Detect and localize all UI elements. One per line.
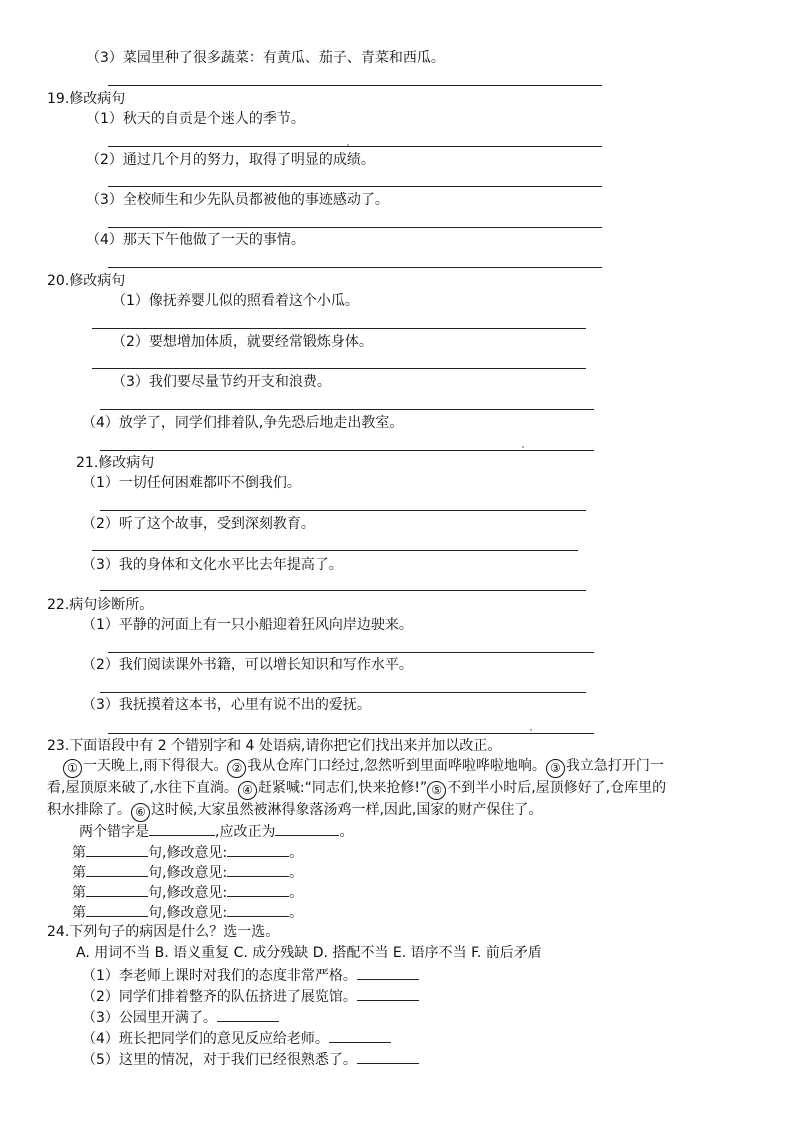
q24-item-5 (82, 1049, 419, 1069)
stray-dot (522, 446, 524, 448)
q20-title: 20.修改病句 (47, 273, 126, 289)
q24-item-1-text: （1）李老师上课时对我们的态度非常严格。 (82, 968, 357, 984)
correction-blank[interactable] (275, 821, 339, 836)
answer-blank[interactable] (357, 1049, 419, 1064)
stray-dot (347, 144, 349, 146)
sentence-number-blank[interactable] (86, 882, 148, 897)
circle-3-marker: ③ (546, 759, 565, 778)
answer-line[interactable] (100, 590, 586, 591)
answer-line[interactable] (92, 368, 586, 369)
q23-passage-line-1 (47, 756, 747, 778)
row-mid: 句,修改意见: (148, 905, 228, 921)
row-end: 。 (289, 905, 304, 921)
q21-item-2: （2）听了这个故事，受到深刻教育。 (82, 516, 315, 532)
row-prefix: 第 (72, 905, 86, 921)
circle-6-marker: ⑥ (131, 803, 150, 822)
q23-passage (47, 756, 747, 822)
answer-blank[interactable] (217, 1007, 279, 1022)
q18-item-3: （3）菜园里种了很多蔬菜：有黄瓜、茄子、青菜和西瓜。 (86, 50, 445, 66)
fix-blank[interactable] (227, 902, 289, 917)
fix-blank[interactable] (227, 882, 289, 897)
answer-blank[interactable] (357, 986, 419, 1001)
answer-line[interactable] (108, 652, 594, 653)
typo-prefix: 两个错字是 (79, 824, 149, 840)
answer-blank[interactable] (329, 1028, 391, 1043)
q24-item-3-text: （3）公园里开满了。 (82, 1010, 217, 1026)
sentence-5-start: 不到半小时后,屋顶修好了,仓库里的 (447, 780, 667, 796)
sentence-6: 这时候,大家虽然被淋得象落汤鸡一样,因此,国家的财产保住了。 (151, 802, 543, 818)
answer-line[interactable] (100, 510, 586, 511)
row-mid: 句,修改意见: (148, 885, 228, 901)
q20-item-2: （2）要想增加体质，就要经常锻炼身体。 (112, 334, 373, 350)
q22-title: 22.病句诊断所。 (47, 597, 154, 613)
row-prefix: 第 (72, 885, 86, 901)
answer-line[interactable] (108, 227, 602, 228)
fix-blank[interactable] (227, 862, 289, 877)
answer-line[interactable] (108, 267, 602, 268)
q23-title: 23.下面语段中有 2 个错别字和 4 处语病,请你把它们找出来并加以改正。 (47, 738, 502, 754)
sentence-number-blank[interactable] (86, 902, 148, 917)
circle-2-marker: ② (227, 759, 246, 778)
sentence-5-end: 积水排除了。 (47, 802, 131, 818)
q24-item-4 (82, 1028, 391, 1048)
row-mid: 句,修改意见: (148, 845, 228, 861)
answer-line[interactable] (108, 733, 594, 734)
q23-fix-row (72, 862, 303, 882)
q21-item-3: （3）我的身体和文化水平比去年提高了。 (82, 557, 343, 573)
q24-title: 24.下列句子的病因是什么？选一选。 (47, 924, 280, 940)
row-end: 。 (289, 865, 304, 881)
row-prefix: 第 (72, 865, 86, 881)
q21-title: 21.修改病句 (76, 455, 155, 471)
q24-item-4-text: （4）班长把同学们的意见反应给老师。 (82, 1031, 329, 1047)
q19-item-4: （4）那天下午他做了一天的事情。 (86, 232, 305, 248)
q23-fix-row (72, 882, 303, 902)
q24-item-5-text: （5）这里的情况，对于我们已经很熟悉了。 (82, 1052, 357, 1068)
q20-item-4: （4）放学了，同学们排着队,争先恐后地走出教室。 (82, 415, 404, 431)
sentence-2: 我从仓库门口经过,忽然听到里面哗啦哗啦地响。 (247, 758, 546, 774)
q19-item-3: （3）全校师生和少先队员都被他的事迹感动了。 (86, 192, 389, 208)
sentence-4: 赶紧喊:“同志们,快来抢修!” (257, 780, 428, 796)
q19-item-1: （1）秋天的自贡是个迷人的季节。 (86, 111, 305, 127)
answer-line[interactable] (108, 85, 602, 86)
answer-line[interactable] (92, 328, 586, 329)
q19-title: 19.修改病句 (47, 91, 126, 107)
typo-blank[interactable] (149, 821, 215, 836)
typo-mid: ,应改正为 (215, 824, 276, 840)
row-mid: 句,修改意见: (148, 865, 228, 881)
fix-blank[interactable] (227, 842, 289, 857)
answer-line[interactable] (108, 186, 602, 187)
q23-typo-row (79, 821, 353, 841)
q20-item-1: （1）像抚养婴儿似的照看着这个小瓜。 (112, 293, 359, 309)
sentence-3-end: 看,屋顶原来破了,水往下直淌。 (47, 780, 238, 796)
q24-item-3 (82, 1007, 279, 1027)
circle-5-marker: ⑤ (427, 781, 446, 800)
row-prefix: 第 (72, 845, 86, 861)
answer-line[interactable] (100, 692, 586, 693)
q21-item-1: （1）一切任何困难都吓不倒我们。 (82, 475, 301, 491)
sentence-number-blank[interactable] (86, 842, 148, 857)
q23-fix-row (72, 902, 303, 922)
answer-line[interactable] (92, 550, 578, 551)
sentence-1: 一天晚上,雨下得很大。 (83, 758, 228, 774)
q20-item-3: （3）我们要尽量节约开支和浪费。 (112, 374, 331, 390)
sentence-number-blank[interactable] (86, 862, 148, 877)
row-end: 。 (289, 885, 304, 901)
stray-dot (530, 729, 532, 731)
sentence-3-start: 我立急打开门一 (565, 758, 664, 774)
q22-item-1: （1）平静的河面上有一只小船迎着狂风向岸边驶来。 (82, 617, 413, 633)
q19-item-2: （2）通过几个月的努力，取得了明显的成绩。 (86, 152, 375, 168)
q24-options: A. 用词不当 B. 语义重复 C. 成分残缺 D. 搭配不当 E. 语序不当 F. 前后矛盾 (76, 945, 542, 961)
q22-item-3: （3）我抚摸着这本书，心里有说不出的爱抚。 (82, 697, 371, 713)
answer-blank[interactable] (357, 965, 419, 980)
q24-item-2 (82, 986, 419, 1006)
typo-end: 。 (339, 824, 354, 840)
q22-item-2: （2）我们阅读课外书籍，可以增长知识和写作水平。 (82, 657, 413, 673)
answer-line[interactable] (100, 450, 594, 451)
q24-item-2-text: （2）同学们排着整齐的队伍挤进了展览馆。 (82, 989, 357, 1005)
circle-1-marker: ① (63, 759, 82, 778)
circle-4-marker: ④ (238, 781, 257, 800)
q23-passage-line-2 (47, 778, 747, 800)
row-end: 。 (289, 845, 304, 861)
q24-item-1 (82, 965, 419, 985)
q23-passage-line-3 (47, 800, 747, 822)
answer-line[interactable] (108, 146, 602, 147)
answer-line[interactable] (100, 409, 594, 410)
q23-fix-row (72, 842, 303, 862)
